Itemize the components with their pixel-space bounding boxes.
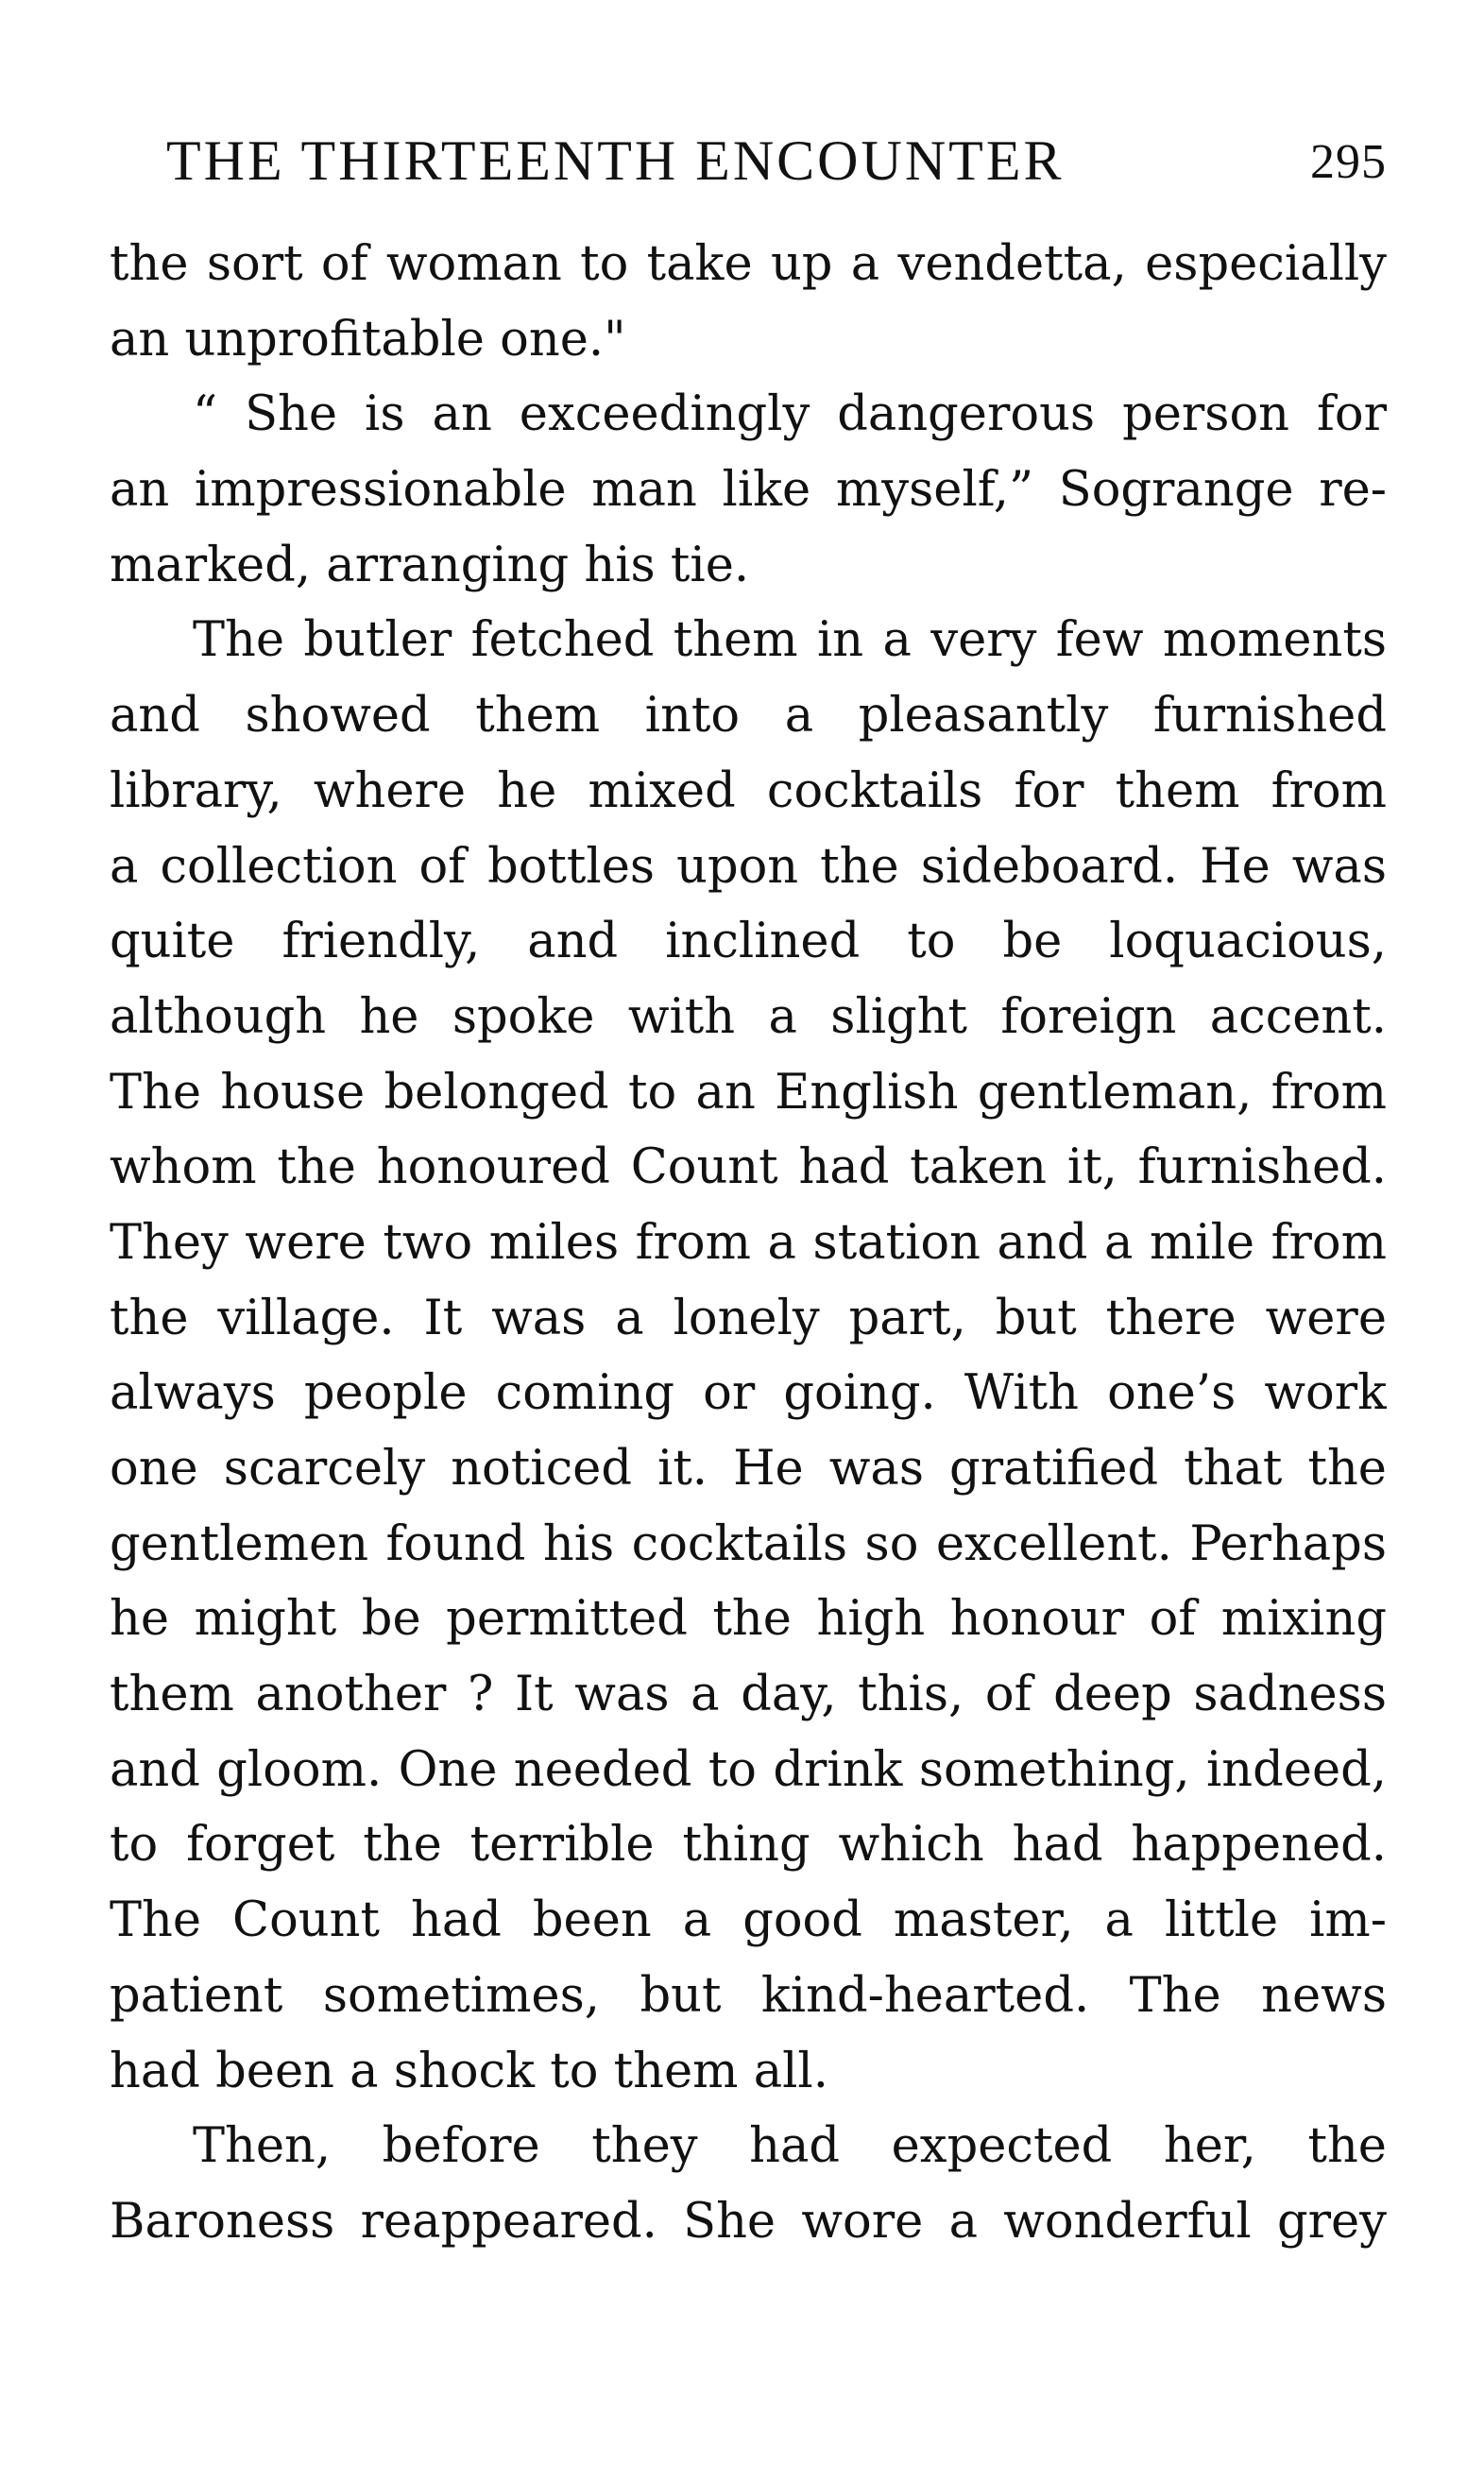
text-line: he might be permitted the high honour of mixing <box>110 1591 1387 1648</box>
text-line: to forget the terrible thing which had happened. <box>110 1817 1387 1874</box>
text-line: The Count had been a good master, a little im- <box>110 1892 1387 1949</box>
text-line: “ She is an exceedingly dangerous person for <box>193 386 1387 443</box>
paragraph <box>110 227 1387 377</box>
text-line: the village. It was a lonely part, but there were <box>110 1290 1387 1346</box>
text-line: and gloom. One needed to drink something, indeed, <box>110 1741 1387 1798</box>
text-line: and showed them into a pleasantly furnished <box>110 688 1387 745</box>
text-line: one scarcely noticed it. He was gratified that the <box>110 1441 1387 1497</box>
text-line: a collection of bottles upon the sideboard. He was <box>110 838 1387 895</box>
page-header <box>166 123 1387 198</box>
text-line: quite friendly, and inclined to be loquacious, <box>110 914 1387 970</box>
text-line: although he spoke with a slight foreign accent. <box>110 988 1387 1045</box>
text-line: Baroness reappeared. She wore a wonderful grey <box>110 2193 1387 2250</box>
text-line: The butler fetched them in a very few moments <box>193 612 1387 669</box>
paragraph <box>110 603 1387 2109</box>
text-line: the sort of woman to take up a vendetta, especially <box>110 236 1387 292</box>
paragraph <box>110 2109 1387 2259</box>
text-line: always people coming or going. With one’s work <box>110 1365 1387 1422</box>
text-line: The house belonged to an English gentleman, from <box>110 1064 1387 1121</box>
text-line: an impressionable man like myself,” Sogrange re- <box>110 462 1387 519</box>
text-line: They were two miles from a station and a mile from <box>110 1214 1387 1271</box>
text-line: gentlemen found his cocktails so excellent. Perhaps <box>110 1515 1387 1572</box>
page-number: 295 <box>1310 135 1387 189</box>
paragraph <box>110 377 1387 603</box>
text-line: them another ? It was a day, this, of deep sadness <box>110 1667 1387 1723</box>
text-line: an unprofitable one." <box>110 311 626 368</box>
running-head: THE THIRTEENTH ENCOUNTER <box>166 129 1065 192</box>
text-line: Then, before they had expected her, the <box>193 2118 1387 2175</box>
text-line: had been a shock to them all. <box>110 2043 828 2099</box>
text-line: library, where he mixed cocktails for them from <box>110 762 1387 819</box>
text-line: marked, arranging his tie. <box>110 537 750 593</box>
text-line: patient sometimes, but kind-hearted. The news <box>110 1967 1387 2024</box>
text-line: whom the honoured Count had taken it, furnished. <box>110 1139 1387 1196</box>
body-text <box>110 227 1387 2260</box>
